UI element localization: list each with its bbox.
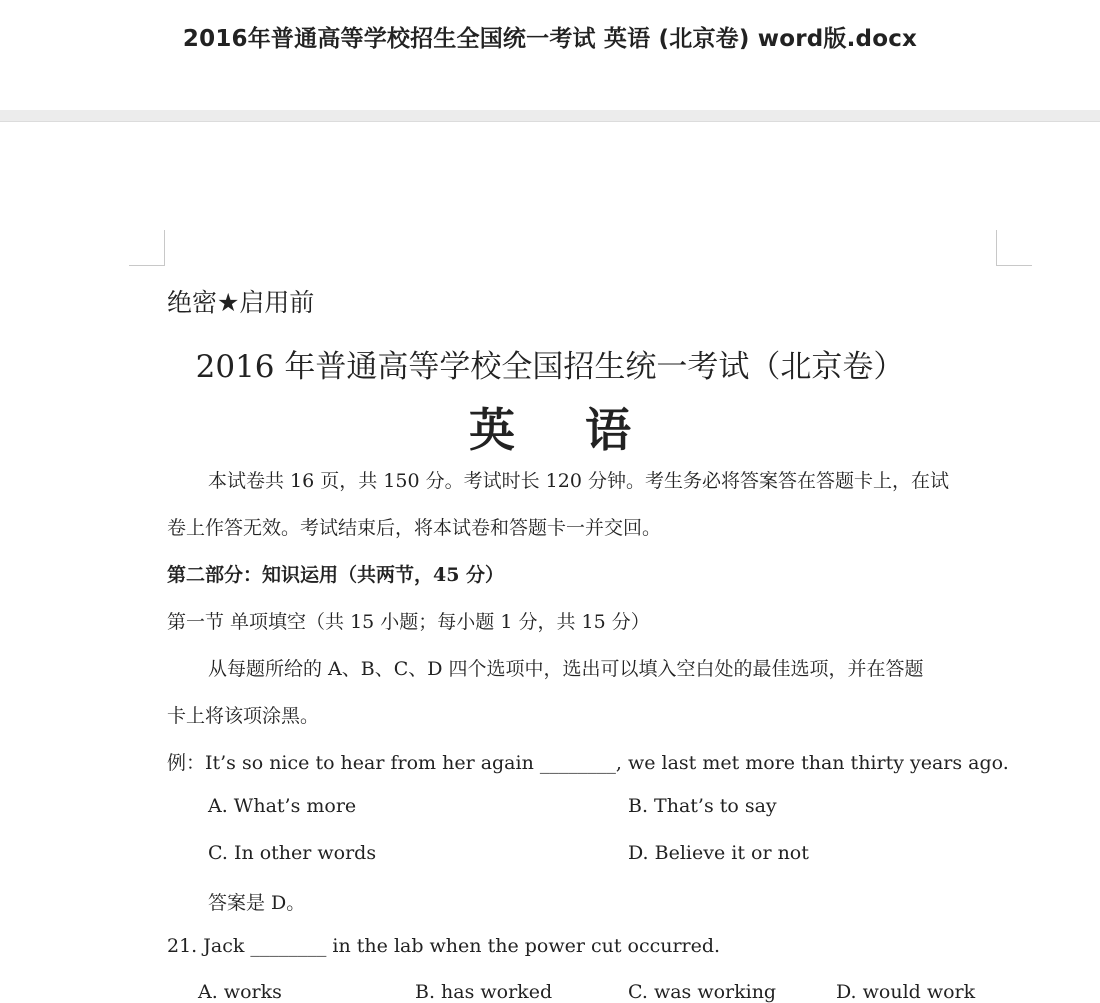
question-21-options	[198, 981, 975, 1003]
section-heading: 第二部分：知识运用（共两节，45 分）	[167, 564, 505, 586]
instruction-line-2: 卡上将该项涂黑。	[167, 705, 320, 727]
example-question: 例：It’s so nice to hear from her again ________, we last met more than thirty years ago.	[167, 752, 1009, 774]
intro-paragraph-line-2: 卷上作答无效。考试结束后，将本试卷和答题卡一并交回。	[167, 517, 662, 539]
title-bar	[0, 0, 1100, 110]
subject-heading: 英语	[469, 403, 701, 457]
example-option-c: C. In other words	[208, 842, 377, 864]
question-21: 21. Jack ________ in the lab when the power cut occurred.	[167, 935, 721, 957]
intro-paragraph-line-1: 本试卷共 16 页，共 150 分。考试时长 120 分钟。考生务必将答案答在答题卡上，在试	[208, 470, 949, 492]
example-option-b: B. That’s to say	[628, 795, 777, 817]
example-answer: 答案是 D。	[208, 892, 306, 914]
question-21-option-c: C. was working	[628, 981, 777, 1003]
subsection-heading: 第一节 单项填空（共 15 小题；每小题 1 分，共 15 分）	[167, 611, 650, 633]
example-option-d: D. Believe it or not	[628, 842, 809, 864]
document-page[interactable]	[0, 123, 1100, 1003]
instruction-line-1: 从每题所给的 A、B、C、D 四个选项中，选出可以填入空白处的最佳选项，并在答题	[208, 658, 924, 680]
page-separator	[0, 110, 1100, 122]
question-21-option-b: B. has worked	[415, 981, 553, 1003]
exam-title: 2016 年普通高等学校全国招生统一考试（北京卷）	[195, 349, 905, 385]
margin-corner-top-left	[129, 230, 165, 266]
document-title: 2016年普通高等学校招生全国统一考试 英语 (北京卷) word版.docx	[182, 26, 918, 52]
margin-corner-top-right	[996, 230, 1032, 266]
example-option-a: A. What’s more	[208, 795, 357, 817]
question-21-option-d: D. would work	[836, 981, 976, 1003]
secret-label: 绝密★启用前	[167, 288, 315, 317]
question-21-option-a: A. works	[198, 981, 282, 1003]
